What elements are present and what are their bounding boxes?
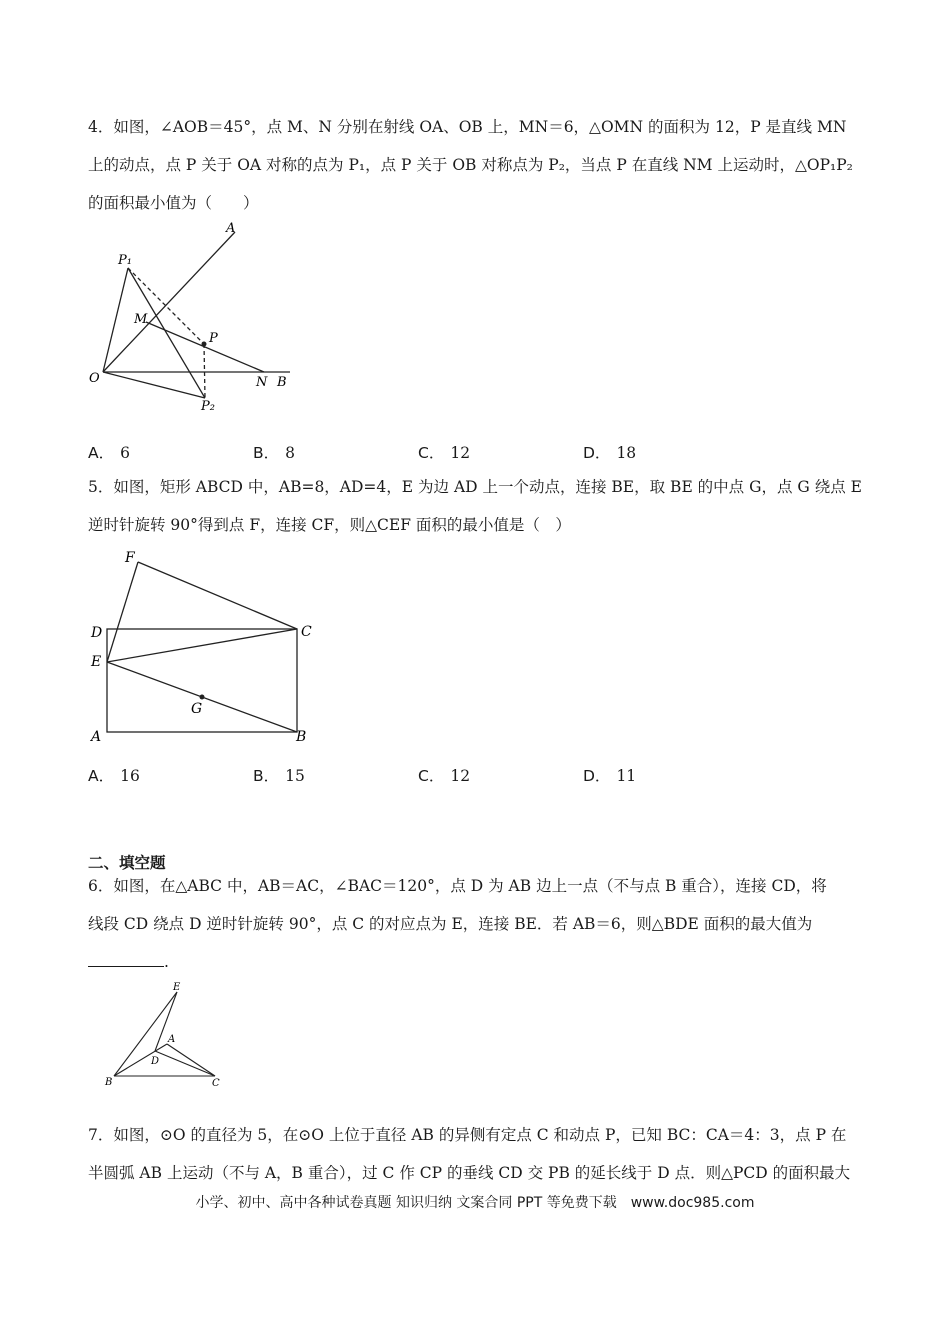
q4-option-d[interactable] xyxy=(583,441,636,463)
option-letter: B． xyxy=(253,444,280,462)
q6-answer-blank[interactable] xyxy=(88,952,169,972)
q4-line-1: 4．如图，∠AOB＝45°，点 M、N 分别在射线 OA、OB 上，MN＝6，△OMN 的面积为 12，P 是直线 MN xyxy=(88,118,847,136)
option-value: 15 xyxy=(285,767,305,785)
q5-line-1: 5．如图，矩形 ABCD 中，AB=8，AD=4，E 为边 AD 上一个动点，连接 BE，取 BE 的中点 G，点 G 绕点 E xyxy=(88,478,862,496)
segment-EF xyxy=(107,562,138,662)
segment-DC xyxy=(155,1051,215,1076)
q6-figure xyxy=(100,978,240,1093)
segment-AC xyxy=(167,1044,215,1076)
q4-option-b[interactable] xyxy=(253,441,295,463)
q4-figure xyxy=(80,220,310,420)
label-D: D xyxy=(151,1056,160,1067)
label-E: E xyxy=(91,654,102,670)
label-F: F xyxy=(125,550,135,566)
label-P: P xyxy=(209,331,218,346)
label-O: O xyxy=(89,371,100,386)
q5-option-b[interactable] xyxy=(253,764,305,786)
label-M: M xyxy=(134,312,148,327)
label-C: C xyxy=(212,1078,220,1089)
label-N: N xyxy=(256,375,268,390)
q5-line-2: 逆时针旋转 90°得到点 F，连接 CF，则△CEF 面积的最小值是（ ） xyxy=(88,516,571,534)
q4-option-a[interactable] xyxy=(88,441,130,463)
label-A: A xyxy=(226,221,236,236)
q5-option-a[interactable] xyxy=(88,764,140,786)
segment-OP1 xyxy=(103,268,128,372)
label-B: B xyxy=(277,375,287,390)
q6-line-2: 线段 CD 绕点 D 逆时针旋转 90°，点 C 的对应点为 E，连接 BE．若 AB＝6，则△BDE 面积的最大值为 xyxy=(88,915,813,933)
point-P xyxy=(202,342,207,347)
label-A: A xyxy=(91,729,102,745)
footer-text: 小学、初中、高中各种试卷真题 知识归纳 文案合同 PPT 等免费下载 www.doc985.com xyxy=(195,1195,755,1211)
q4-option-c[interactable] xyxy=(418,441,470,463)
option-letter: B． xyxy=(253,767,280,785)
label-B: B xyxy=(296,729,307,745)
option-value: 16 xyxy=(120,767,140,785)
point-G xyxy=(200,695,205,700)
option-value: 8 xyxy=(285,444,296,462)
label-C: C xyxy=(301,624,312,640)
option-value: 11 xyxy=(616,767,637,785)
option-value: 12 xyxy=(450,444,471,462)
option-letter: A． xyxy=(88,444,115,462)
segment-BA xyxy=(114,1044,167,1076)
option-value: 12 xyxy=(450,767,471,785)
option-value: 18 xyxy=(616,444,637,462)
option-letter: A． xyxy=(88,767,115,785)
q4-line-2: 上的动点，点 P 关于 OA 对称的点为 P₁，点 P 关于 OB 对称点为 P₂，当点 P 在直线 NM 上运动时，△OP₁P₂ xyxy=(88,156,853,174)
section-title: 二、填空题 xyxy=(88,854,166,872)
answer-blank-line xyxy=(88,952,164,967)
option-value: 6 xyxy=(120,444,130,462)
q5-option-c[interactable] xyxy=(418,764,470,786)
q6-line-1: 6．如图，在△ABC 中，AB＝AC，∠BAC＝120°，点 D 为 AB 边上一点（不与点 B 重合），连接 CD，将 xyxy=(88,877,827,895)
dashed-PP2 xyxy=(204,344,205,398)
q5-figure xyxy=(85,545,325,745)
q5-option-d[interactable] xyxy=(583,764,636,786)
segment-OP2 xyxy=(103,372,205,398)
q7-line-2: 半圆弧 AB 上运动（不与 A，B 重合），过 C 作 CP 的垂线 CD 交 PB 的延长线于 D 点．则△PCD 的面积最大 xyxy=(88,1164,851,1182)
label-D: D xyxy=(91,625,103,641)
option-letter: D． xyxy=(583,767,611,785)
label-P1: P₁ xyxy=(118,253,132,268)
label-P2: P₂ xyxy=(201,399,215,414)
label-A: A xyxy=(168,1034,176,1045)
option-letter: C． xyxy=(418,444,445,462)
label-G: G xyxy=(191,701,203,717)
label-B: B xyxy=(105,1077,113,1088)
segment-EC xyxy=(107,629,297,662)
q4-line-3: 的面积最小值为（ ） xyxy=(88,194,259,212)
option-letter: D． xyxy=(583,444,611,462)
label-E: E xyxy=(173,982,181,993)
option-letter: C． xyxy=(418,767,445,785)
q7-line-1: 7．如图，⊙O 的直径为 5，在⊙O 上位于直径 AB 的异侧有定点 C 和动点 P，已知 BC：CA＝4：3，点 P 在 xyxy=(88,1126,847,1144)
blank-period: . xyxy=(164,953,169,971)
segment-FC xyxy=(138,562,297,629)
line-MN xyxy=(146,322,264,372)
